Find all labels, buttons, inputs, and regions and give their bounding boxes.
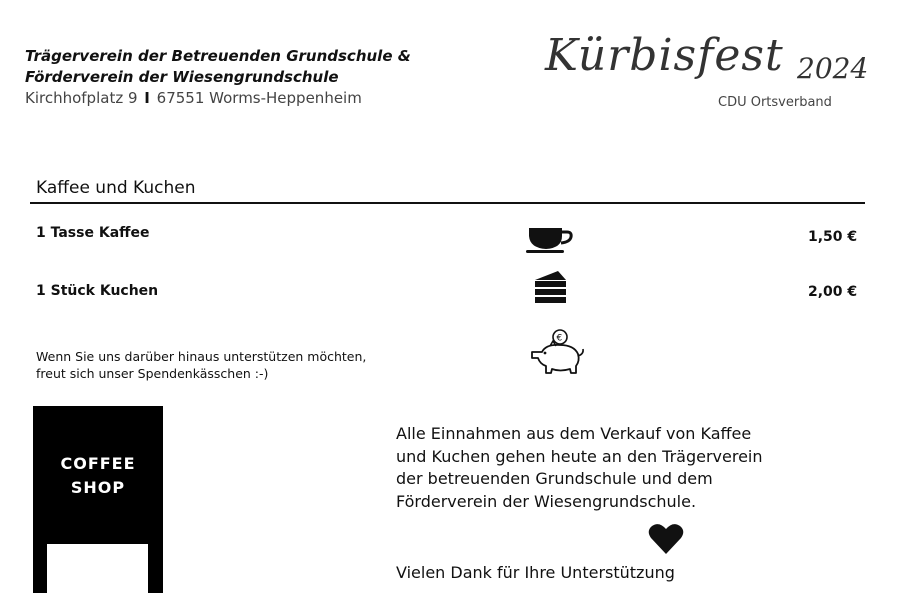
org-name-line-1: Trägerverein der Betreuenden Grundschule &: [25, 47, 411, 65]
thank-you-text: Vielen Dank für Ihre Unterstützung: [396, 563, 675, 582]
address: [25, 88, 362, 108]
svg-text:€: €: [556, 333, 563, 344]
address-city: 67551 Worms-Heppenheim: [156, 89, 362, 107]
donation-note-line-2: freut sich unser Spendenkässchen :-): [36, 366, 269, 381]
coffee-cup-icon: [526, 226, 574, 254]
donation-note: [36, 348, 366, 382]
menu-item-price: 2,00 €: [808, 284, 858, 300]
event-logo-title: Kürbisfest: [545, 30, 784, 81]
proceeds-info-text: Alle Einnahmen aus dem Verkauf von Kaffee und Kuchen gehen heute an den Trägerverein der betreuenden Grundschule und dem Förderverein der Wiesengrundschule.: [396, 424, 763, 511]
org-name-line-2: Förderverein der Wiesengrundschule: [25, 68, 339, 86]
menu-item-label: 1 Stück Kuchen: [36, 283, 159, 299]
section-divider: [30, 202, 865, 204]
event-logo-subtitle: CDU Ortsverband: [718, 95, 832, 110]
piggy-bank-icon: [526, 328, 588, 378]
sign-line-1: COFFEE: [60, 454, 136, 473]
event-logo-year: 2024: [797, 52, 869, 85]
address-separator: I: [144, 89, 150, 107]
menu-item-label: 1 Tasse Kaffee: [36, 225, 150, 241]
sign-line-2: SHOP: [70, 478, 126, 497]
menu-item-price: 1,50 €: [808, 229, 858, 245]
coffee-shop-sign-image: [33, 406, 163, 593]
heart-icon: [648, 523, 684, 555]
cake-slice-icon: [532, 270, 568, 304]
address-street: Kirchhofplatz 9: [25, 89, 138, 107]
section-title: Kaffee und Kuchen: [36, 178, 196, 198]
donation-note-line-1: Wenn Sie uns darüber hinaus unterstützen möchten,: [36, 349, 367, 364]
